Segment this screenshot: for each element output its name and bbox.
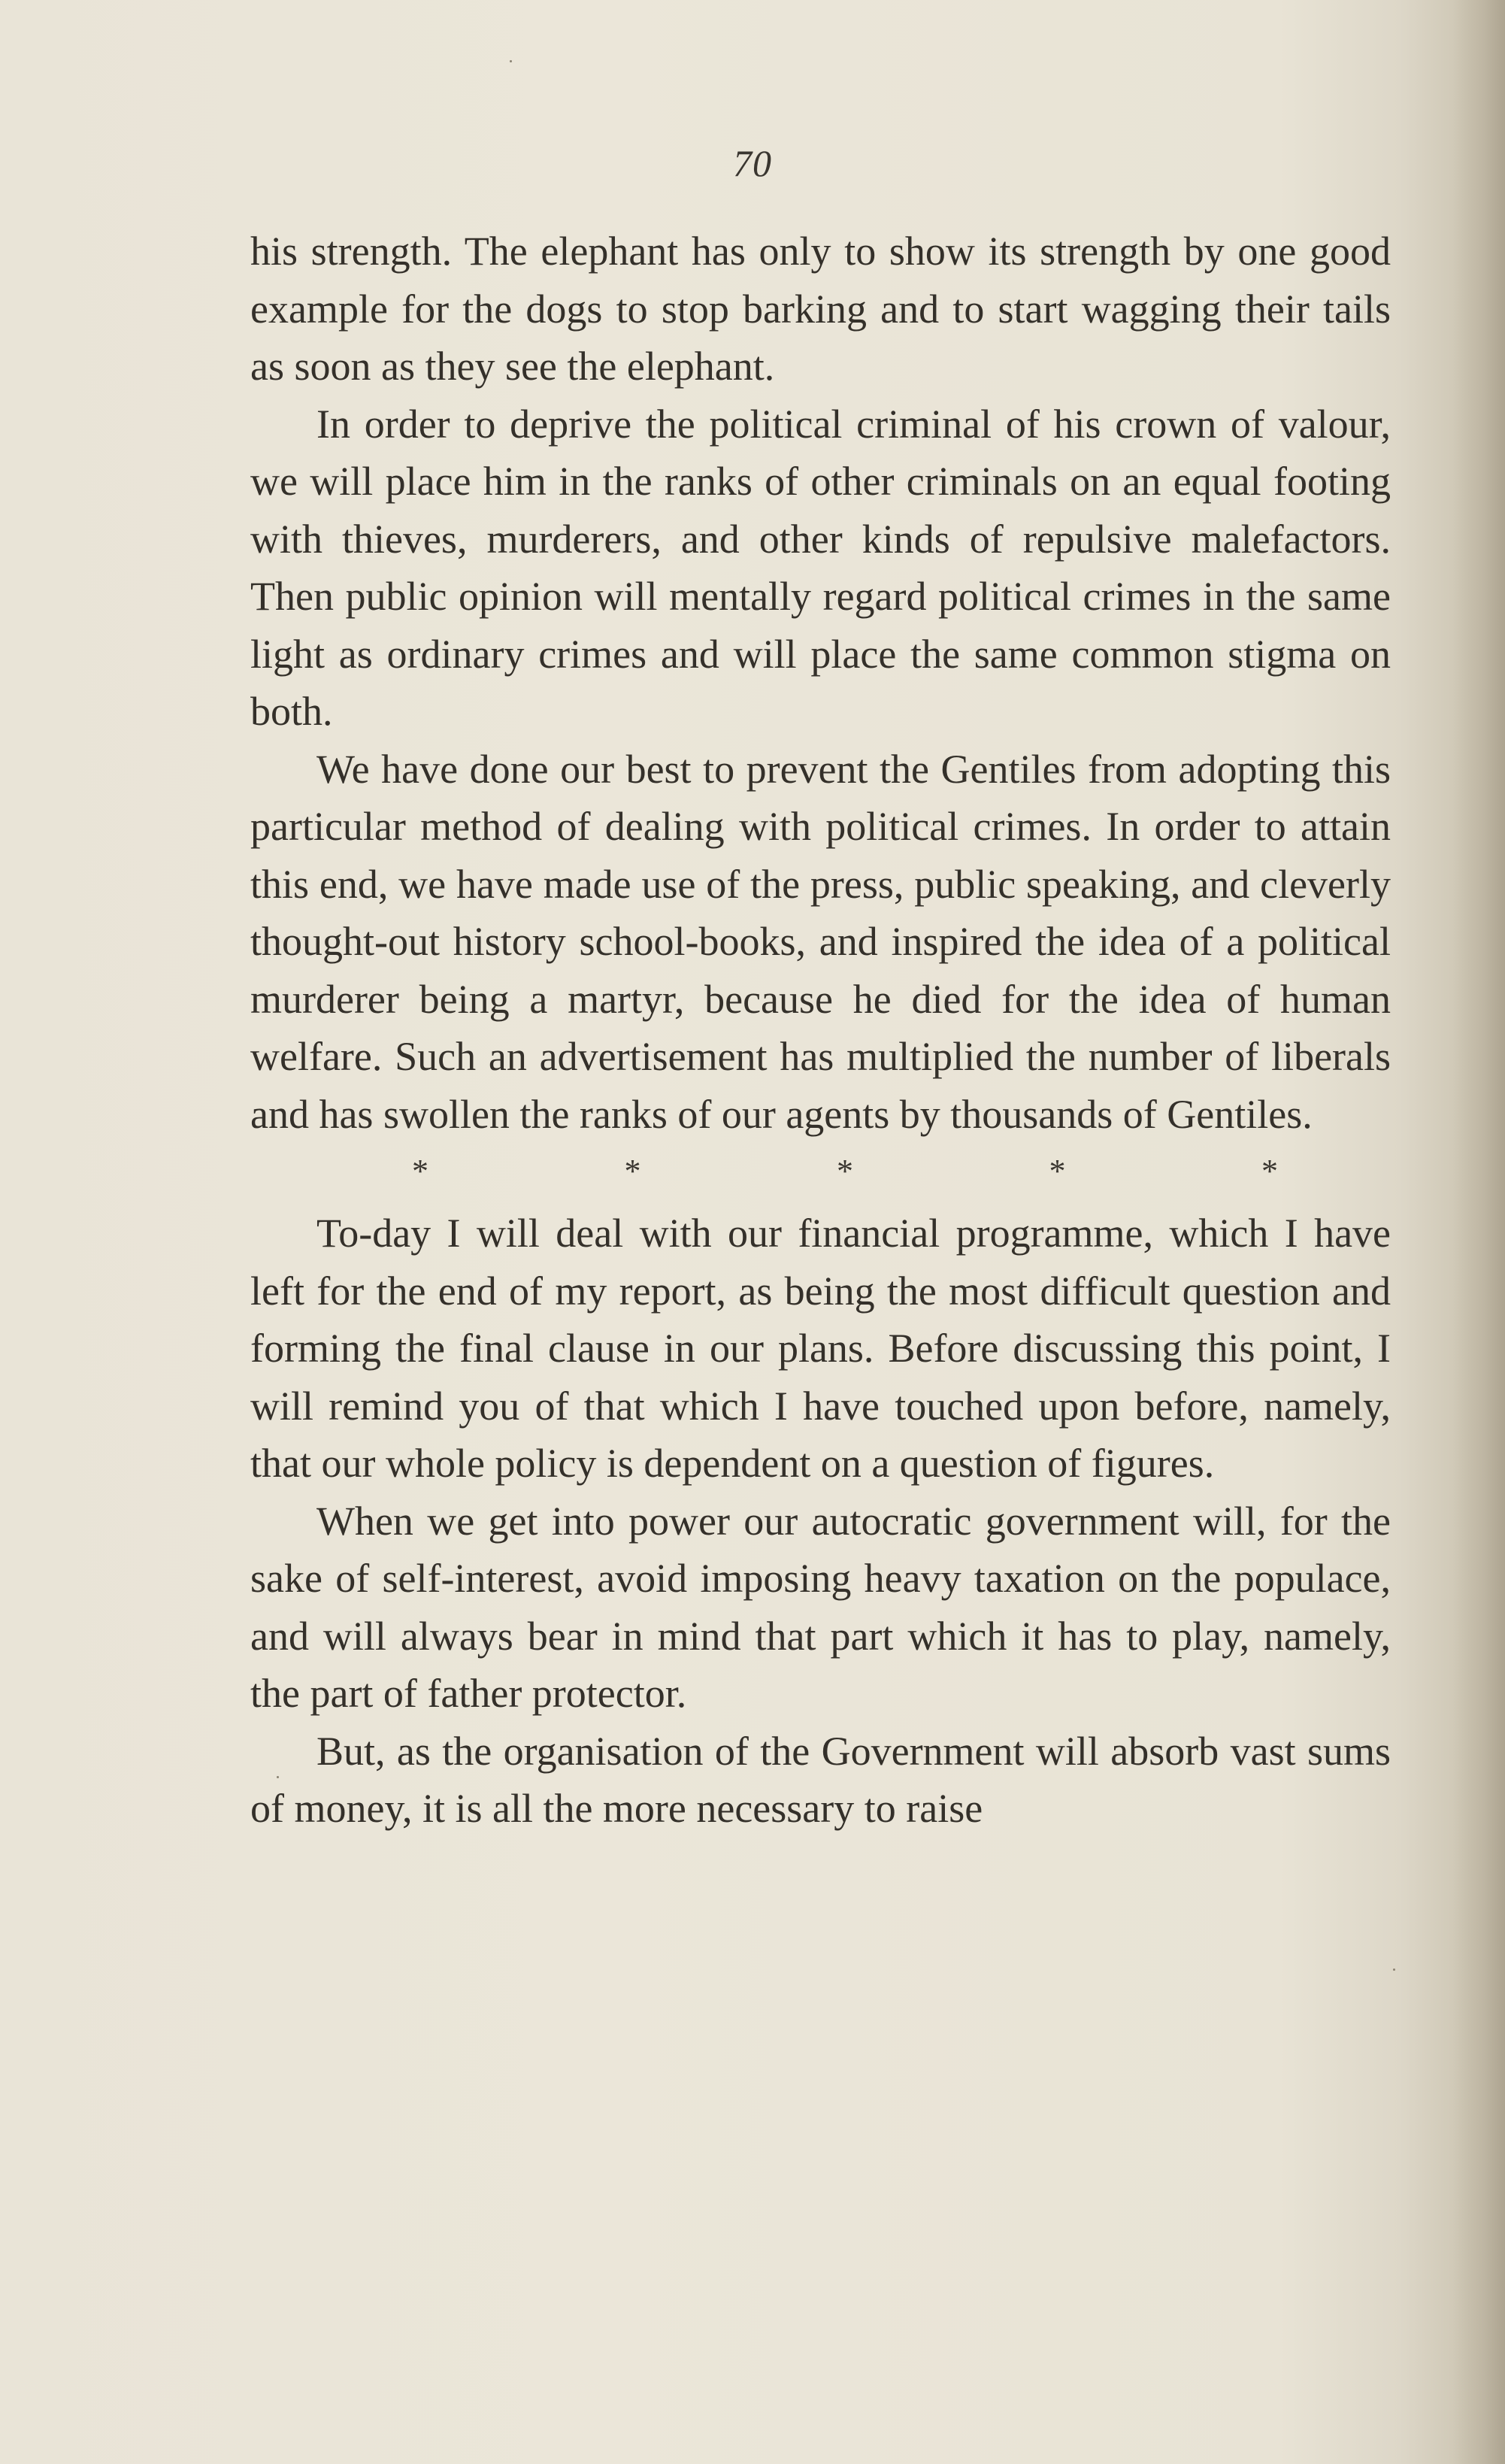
- separator-asterisk: *: [412, 1153, 428, 1190]
- paper-speck: [1393, 1968, 1395, 1971]
- paper-speck: [510, 60, 512, 62]
- separator-asterisk: *: [624, 1153, 641, 1190]
- separator-asterisk: *: [837, 1153, 853, 1190]
- body-text: [250, 223, 1391, 1838]
- page-edge-shadow: [1452, 0, 1505, 2464]
- paragraph: In order to deprive the political criminal of his crown of valour, we will place him in the ranks of other criminals on an equal footing with thieves, murderers, and other kinds of repulsive malefactors. Then public opinion will mentally regard political crimes in the same light as ordinary crimes and will place the same common stigma on both.: [250, 401, 1391, 734]
- paper-speck: [277, 1776, 279, 1778]
- paragraph: When we get into power our autocratic government will, for the sake of self-interest, avoid imposing heavy taxation on the populace, and will always bear in mind that part which it has to play, namely, the part of father protector.: [250, 1498, 1391, 1716]
- paragraph: To-day I will deal with our financial programme, which I have left for the end of my report, as being the most difficult question and forming the final clause in our plans. Before discussing this point, I will remind you of that which I have touched upon before, namely, that our whole policy is dependent on a question of figures.: [250, 1211, 1391, 1486]
- paragraph-continued: his strength. The elephant has only to show its strength by one good example for the dogs to stop barking and to start wagging their tails as soon as they see the elephant.: [250, 229, 1391, 389]
- paragraph: We have done our best to prevent the Gentiles from adopting this particular method of dealing with political crimes. In order to attain this end, we have made use of the press, public speaking, and cleverly thought-out history school-books, and inspired the idea of a political murderer being a martyr, because he died for the idea of human welfare. Such an advertisement has multiplied the number of liberals and has swollen the ranks of our agents by thousands of Gentiles.: [250, 746, 1391, 1137]
- paragraph: But, as the organisation of the Government will absorb vast sums of money, it is all the more necessary to raise: [250, 1728, 1391, 1831]
- page-number: 70: [733, 142, 772, 184]
- separator-asterisk: *: [1261, 1153, 1278, 1190]
- separator-asterisk: *: [1049, 1153, 1066, 1190]
- section-separator: [250, 1143, 1391, 1200]
